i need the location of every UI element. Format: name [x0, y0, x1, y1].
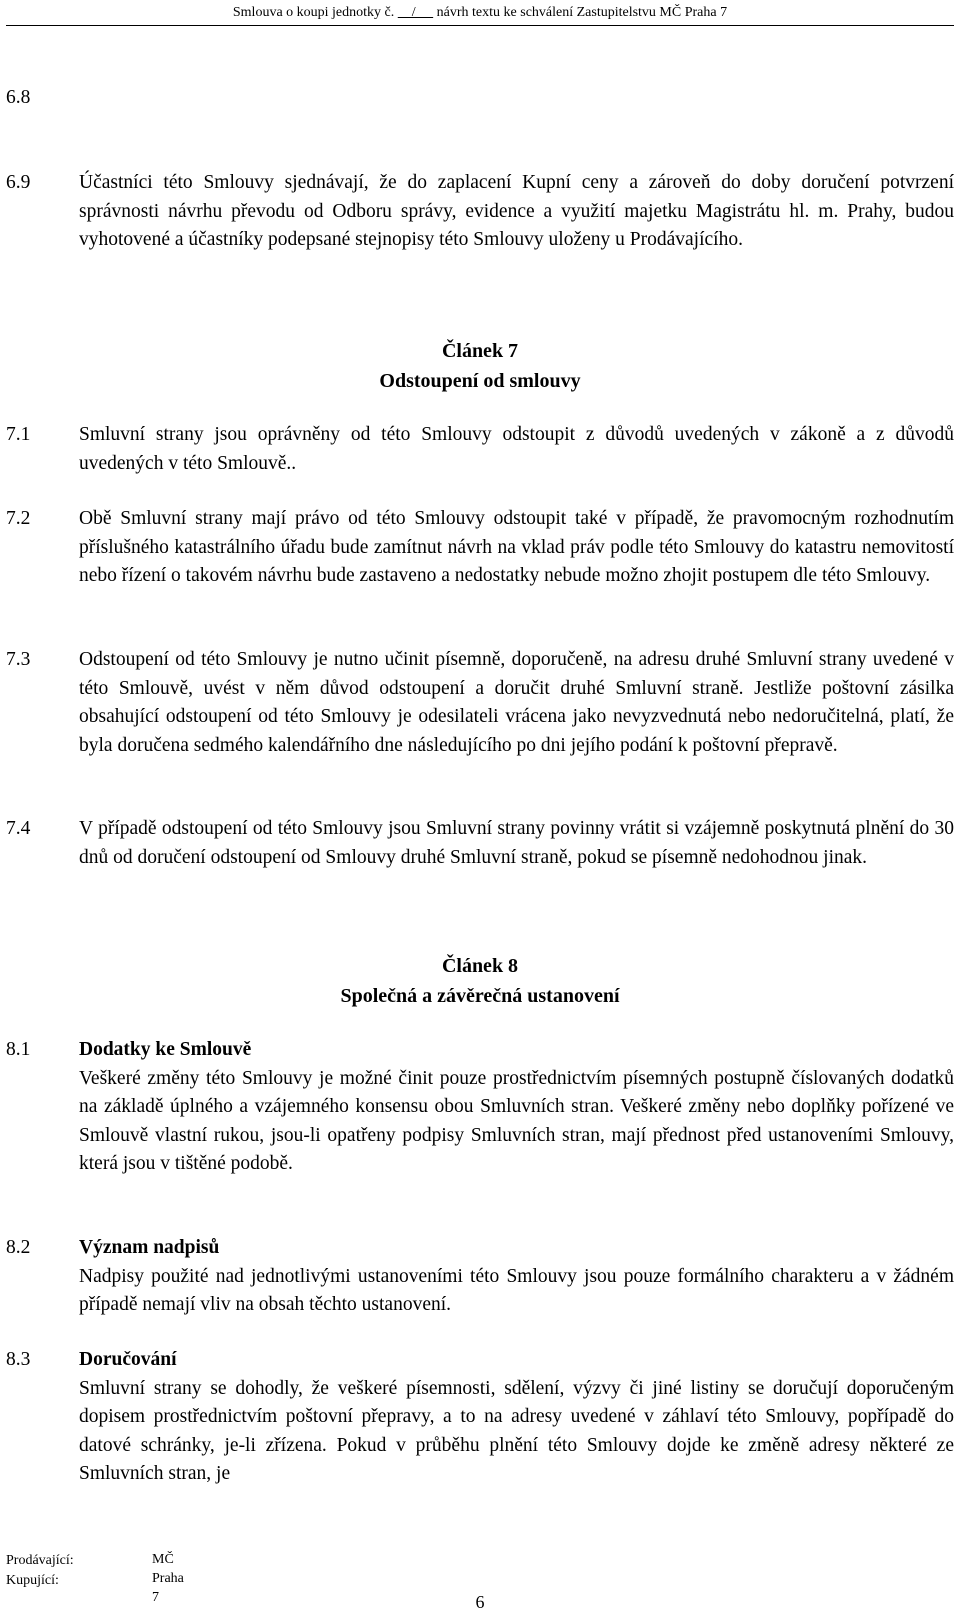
page-header	[0, 4, 960, 22]
paragraph-number: 7.4	[6, 818, 31, 839]
paragraph-text: Nadpisy použité nad jednotlivými ustanoveními této Smlouvy jsou pouze formálního charakteru a v žádném případě nemají vliv na obsah těchto ustanovení.	[79, 1265, 954, 1316]
paragraph-7-2	[6, 505, 954, 591]
paragraph-7-4	[6, 815, 954, 872]
header-prefix: Smlouva o koupi jednotky č.	[232, 5, 395, 20]
paragraph-number: 8.1	[6, 1039, 31, 1060]
paragraph-number: 6.8	[6, 87, 31, 108]
paragraph-title: Význam nadpisů	[79, 1237, 220, 1258]
paragraph-7-3	[6, 646, 954, 760]
article-8-subtitle: Společná a závěrečná ustanovení	[340, 985, 620, 1007]
paragraph-8-1	[6, 1036, 954, 1179]
seller-label: Prodávající:	[6, 1553, 74, 1568]
paragraph-text: Smluvní strany se dohodly, že veškeré písemnosti, sdělení, výzvy či jiné listiny se doručují doporučeným dopisem prostřednictvím poštovní přepravy, a to na adresy uvedené v záhlaví této Smlouvy, popřípadě do datové schránky, je-li zřízena. Pokud v průběhu plnění této Smlouvy dojde ke změně adresy některé ze Smluvních stran, je	[79, 1377, 954, 1485]
article-7-title: Článek 7	[441, 340, 519, 362]
paragraph-text: Veškeré změny této Smlouvy je možné činit pouze prostřednictvím písemných postupně číslovaných dodatků na základě úplného a vzájemného konsensu obou Smluvních stran. Veškeré změny nebo doplňky pořízené ve Smlouvě vlastní rukou, jsou-li opatřeny podpisy Smluvních stran, mají přednost před ustanoveními Smlouvy, která jsou v tištěné podobě.	[79, 1067, 954, 1175]
paragraph-6-9	[6, 169, 954, 255]
paragraph-number: 8.2	[6, 1237, 31, 1258]
paragraph-title: Dodatky ke Smlouvě	[79, 1039, 252, 1060]
buyer-label: Kupující:	[6, 1573, 59, 1588]
paragraph-text: Obě Smluvní strany mají právo od této Smlouvy odstoupit také v případě, že pravomocným rozhodnutím příslušného katastrálního úřadu bude zamítnut návrh na vklad práv podle této Smlouvy do katastru nemovitostí nebo řízení o takovém návrhu bude zastaveno a nedostatky nebude možno zhojit postupem dle této Smlouvy.	[79, 508, 954, 587]
paragraph-text: V případě odstoupení od této Smlouvy jsou Smluvní strany povinny vrátit si vzájemně poskytnutá plnění do 30 dnů od doručení odstoupení od Smlouvy druhé Smluvní straně, pokud se písemně nedohodnou jinak.	[79, 818, 954, 868]
paragraph-8-2	[6, 1234, 954, 1320]
paragraph-number: 7.2	[6, 508, 31, 529]
header-suffix: návrh textu ke schválení Zastupitelstvu MČ Praha 7	[436, 5, 728, 20]
paragraph-text: Odstoupení od této Smlouvy je nutno učinit písemně, doporučeně, na adresu druhé Smluvní strany uvedené v této Smlouvě, uvést v něm důvod odstoupení a doručit druhé Smluvní straně. Jestliže poštovní zásilka obsahující odstoupení od této Smlouvy je odesilateli vrácena jako nevyzvednutá nebo nedoručitelná, platí, že byla doručena sedmého kalendářního dne následujícího po dni jejího podání k poštovní přepravě.	[79, 649, 954, 756]
header-rule	[6, 25, 954, 26]
article-8-title: Článek 8	[441, 955, 519, 977]
paragraph-number: 8.3	[6, 1349, 31, 1370]
paragraph-8-3	[6, 1346, 954, 1489]
page-footer	[6, 1550, 184, 1605]
paragraph-number: 6.9	[6, 172, 31, 193]
paragraph-text: Smluvní strany jsou oprávněny od této Smlouvy odstoupit z důvodů uvedených v zákoně a z důvodů uvedených v této Smlouvě..	[79, 424, 954, 474]
seller-value: MČ Praha 7	[152, 1552, 184, 1605]
paragraph-number: 7.1	[6, 424, 31, 445]
paragraph-7-1	[6, 421, 954, 478]
header-blank: /	[397, 5, 434, 20]
paragraph-number: 7.3	[6, 649, 31, 670]
article-7-subtitle: Odstoupení od smlouvy	[379, 370, 581, 392]
paragraph-text: Účastníci této Smlouvy sjednávají, že do zaplacení Kupní ceny a zároveň do doby doručení potvrzení správnosti návrhu převodu od Odboru správy, evidence a využití majetku Magistrátu hl. m. Prahy, budou vyhotovené a účastníky podepsané stejnopisy této Smlouvy uloženy u Prodávajícího.	[79, 172, 954, 251]
page-number: 6	[475, 1592, 485, 1612]
paragraph-title: Doručování	[79, 1349, 177, 1370]
